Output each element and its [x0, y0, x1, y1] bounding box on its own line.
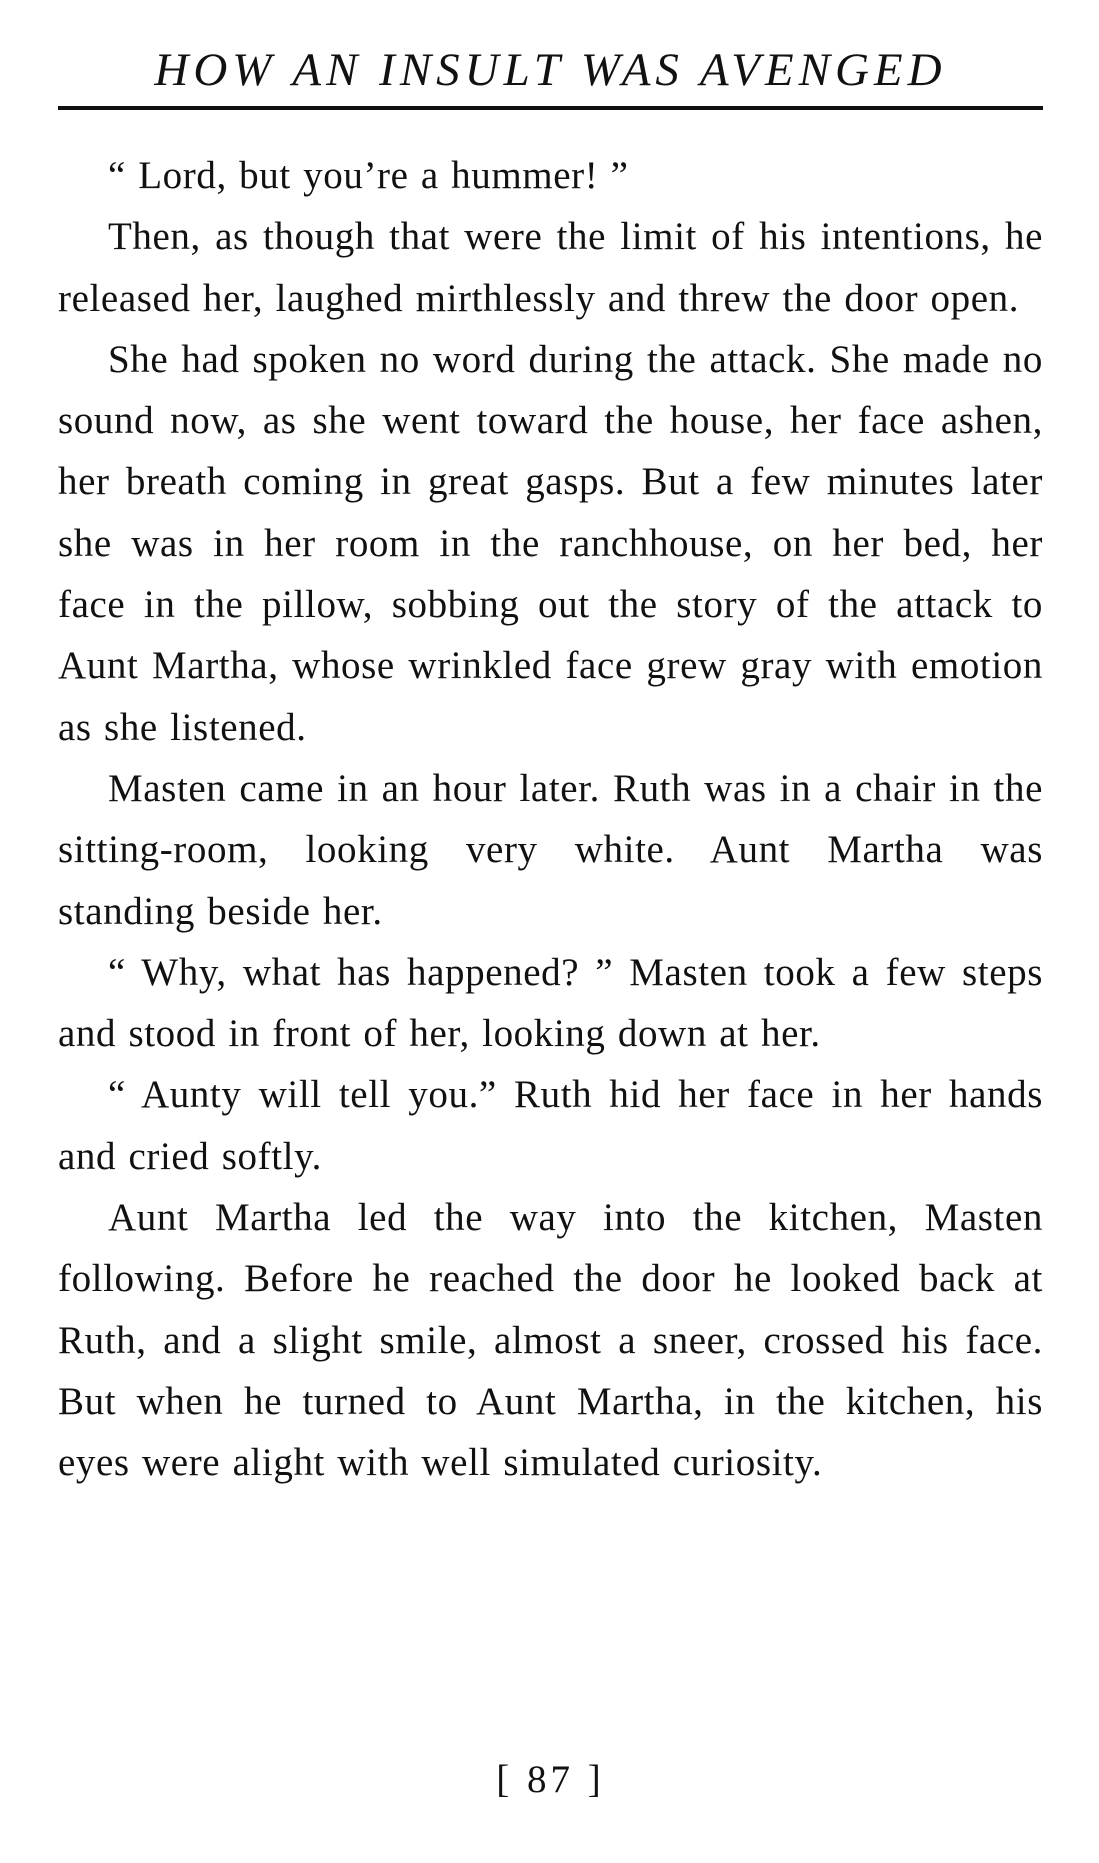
paragraph: Masten came in an hour later. Ruth was in a chair in the sitting-room, looking very white. Aunt Martha was standing beside her. [58, 766, 1043, 933]
paragraph: Then, as though that were the limit of his intentions, he released her, laughed mirthlessly and threw the door open. [58, 215, 1043, 320]
paragraph: She had spoken no word during the attack. She made no sound now, as she went toward the house, her face ashen, her breath coming in great gasps. But a few minutes later she was in her room in the ranchhouse, on her bed, her face in the pillow, sobbing out the story of the attack to Aunt Martha, whose wrinkled face grew gray with emotion as she listened. [58, 337, 1043, 749]
body-text [58, 145, 1043, 1494]
paragraph: Aunt Martha led the way into the kitchen, Masten following. Before he reached the door he looked back at Ruth, and a slight smile, almost a sneer, crossed his face. But when he turned to Aunt Martha, in the kitchen, his eyes were alight with well simulated curiosity. [58, 1196, 1043, 1485]
paragraph: “ Aunty will tell you.” Ruth hid her face in her hands and cried softly. [58, 1073, 1043, 1178]
header-rule [58, 106, 1043, 110]
book-page [58, 0, 1043, 1863]
paragraph: “ Why, what has happened? ” Masten took a few steps and stood in front of her, looking down at her. [58, 950, 1043, 1056]
page-number: [ 87 ] [496, 1758, 605, 1801]
paragraph: “ Lord, but you’re a hummer! ” [108, 154, 629, 197]
running-title: HOW AN INSULT WAS AVENGED [154, 44, 947, 96]
